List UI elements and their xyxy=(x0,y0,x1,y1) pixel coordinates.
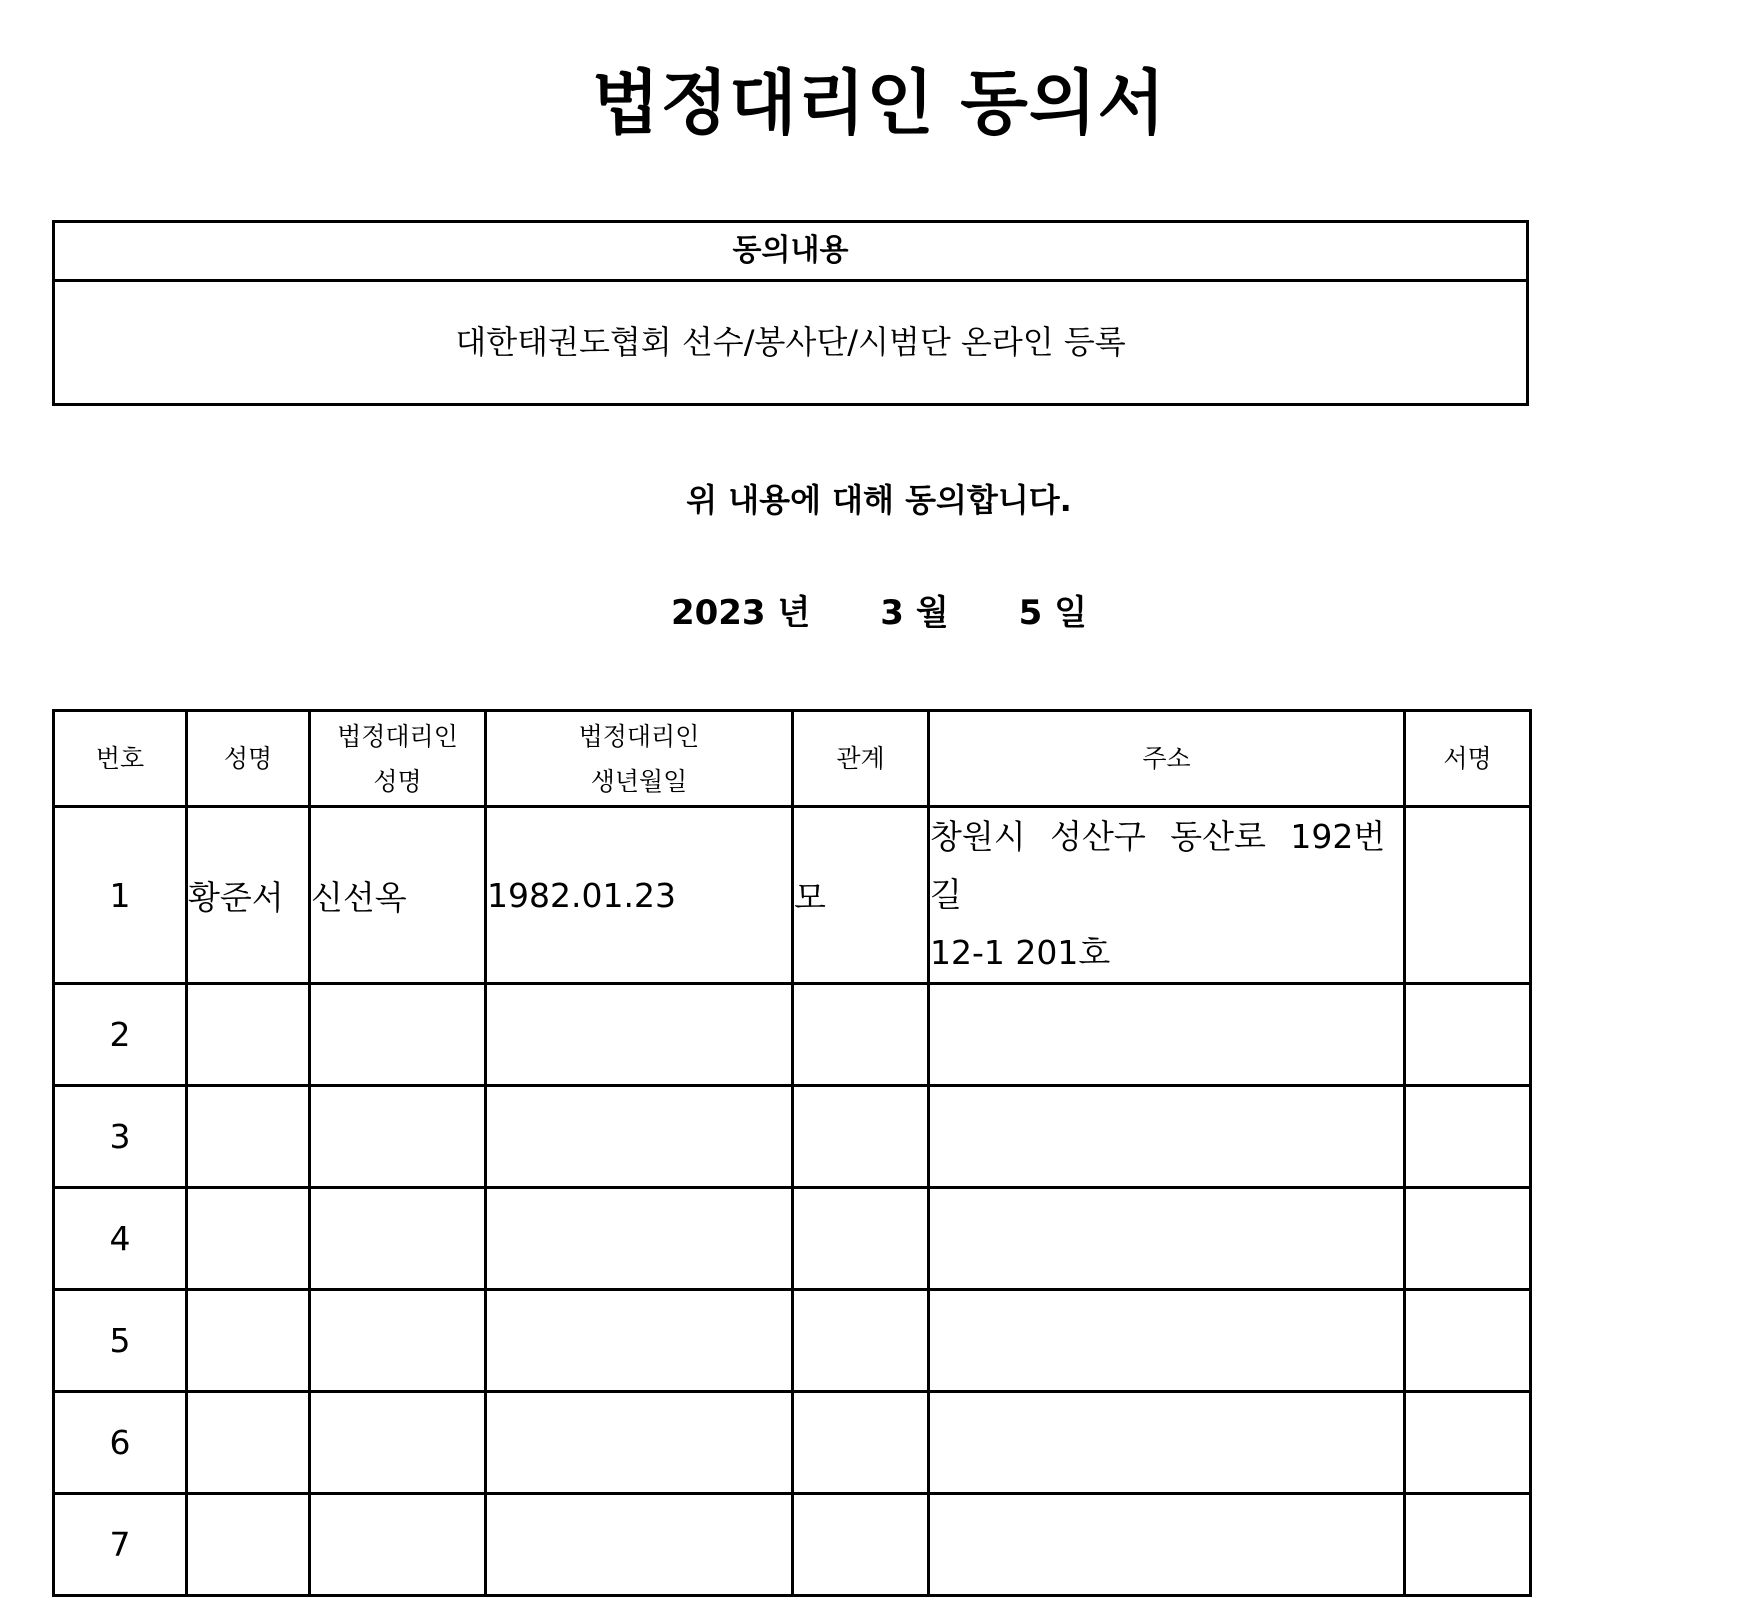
cell-number: 5 xyxy=(54,1290,187,1392)
cell-number: 7 xyxy=(54,1494,187,1596)
cell-name xyxy=(187,1290,310,1392)
header-address: 주소 xyxy=(929,711,1405,807)
cell-name: 황준서 xyxy=(187,807,310,984)
cell-name xyxy=(187,984,310,1086)
cell-guardian-birth xyxy=(486,1392,793,1494)
table-row xyxy=(54,1494,1531,1596)
cell-guardian-birth xyxy=(486,1494,793,1596)
cell-address xyxy=(929,1086,1405,1188)
cell-number: 6 xyxy=(54,1392,187,1494)
cell-relation: 모 xyxy=(793,807,929,984)
cell-name xyxy=(187,1188,310,1290)
header-name: 성명 xyxy=(187,711,310,807)
header-guardian-birth-line2: 생년월일 xyxy=(590,766,688,796)
cell-signature[interactable] xyxy=(1405,1290,1531,1392)
consent-content: 대한태권도협회 선수/봉사단/시범단 온라인 등록 xyxy=(455,323,1126,361)
date-month-label: 월 xyxy=(915,593,949,633)
cell-address xyxy=(929,1494,1405,1596)
table-row xyxy=(54,1392,1531,1494)
header-guardian-name-line2: 성명 xyxy=(373,766,422,796)
cell-address xyxy=(929,984,1405,1086)
header-guardian-name-line1: 법정대리인 xyxy=(337,721,458,751)
cell-relation xyxy=(793,984,929,1086)
date-day-label: 일 xyxy=(1054,593,1088,633)
cell-name xyxy=(187,1086,310,1188)
cell-relation xyxy=(793,1494,929,1596)
cell-relation xyxy=(793,1188,929,1290)
consent-box xyxy=(52,220,1529,406)
table-header-row xyxy=(54,711,1531,807)
table-row xyxy=(54,1188,1531,1290)
table-row xyxy=(54,1290,1531,1392)
cell-guardian-name xyxy=(310,1290,486,1392)
header-guardian-birth-line1: 법정대리인 xyxy=(578,721,700,751)
date-line xyxy=(0,588,1758,638)
cell-number: 2 xyxy=(54,984,187,1086)
cell-number: 1 xyxy=(54,807,187,984)
cell-guardian-birth: 1982.01.23 xyxy=(486,807,793,984)
cell-relation xyxy=(793,1086,929,1188)
cell-address xyxy=(929,1290,1405,1392)
cell-guardian-birth xyxy=(486,1290,793,1392)
cell-relation xyxy=(793,1290,929,1392)
cell-signature[interactable] xyxy=(1405,1392,1531,1494)
cell-number: 4 xyxy=(54,1188,187,1290)
cell-address xyxy=(929,1392,1405,1494)
cell-signature[interactable] xyxy=(1405,1086,1531,1188)
cell-signature[interactable] xyxy=(1405,984,1531,1086)
header-guardian-name xyxy=(310,711,486,807)
cell-guardian-birth xyxy=(486,1188,793,1290)
cell-name xyxy=(187,1392,310,1494)
agreement-statement: 위 내용에 대해 동의합니다. xyxy=(686,481,1072,519)
date-month: 3 xyxy=(880,593,904,633)
cell-name xyxy=(187,1494,310,1596)
cell-guardian-name xyxy=(310,1392,486,1494)
cell-guardian-name: 신선옥 xyxy=(310,807,486,984)
table-row xyxy=(54,807,1531,984)
cell-address-line1: 창원시 성산구 동산로 192번길 xyxy=(930,817,1386,914)
cell-guardian-birth xyxy=(486,984,793,1086)
cell-guardian-name xyxy=(310,1086,486,1188)
header-number: 번호 xyxy=(54,711,187,807)
cell-address-line2: 12-1 201호 xyxy=(930,933,1111,972)
cell-signature[interactable] xyxy=(1405,1188,1531,1290)
header-signature: 서명 xyxy=(1405,711,1531,807)
date-year-label: 년 xyxy=(777,593,811,633)
document-title: 법정대리인 동의서 xyxy=(591,62,1167,144)
guardian-table xyxy=(52,709,1532,1597)
cell-guardian-name xyxy=(310,1188,486,1290)
cell-signature[interactable] xyxy=(1405,807,1531,984)
cell-relation xyxy=(793,1392,929,1494)
cell-signature[interactable] xyxy=(1405,1494,1531,1596)
consent-header: 동의내용 xyxy=(55,223,1526,282)
cell-guardian-name xyxy=(310,984,486,1086)
table-row xyxy=(54,1086,1531,1188)
header-guardian-birth xyxy=(486,711,793,807)
cell-address xyxy=(929,807,1405,984)
cell-guardian-name xyxy=(310,1494,486,1596)
cell-number: 3 xyxy=(54,1086,187,1188)
date-day: 5 xyxy=(1018,593,1043,633)
cell-guardian-birth xyxy=(486,1086,793,1188)
cell-address xyxy=(929,1188,1405,1290)
table-row xyxy=(54,984,1531,1086)
date-year: 2023 xyxy=(670,593,766,633)
header-relation: 관계 xyxy=(793,711,929,807)
